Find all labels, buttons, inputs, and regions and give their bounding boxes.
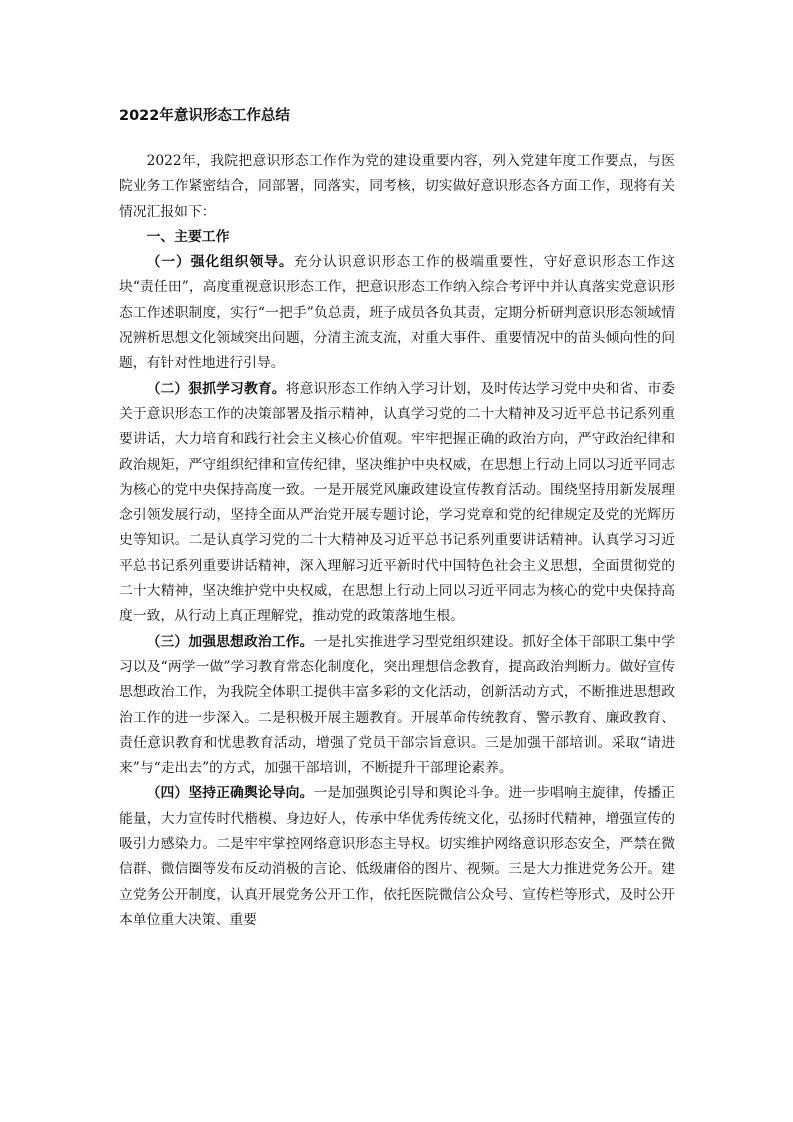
document-body <box>119 149 675 933</box>
paragraph-public-opinion <box>119 781 675 933</box>
paragraph-text: 将意识形态工作纳入学习计划，及时传达学习党中央和省、市委关于意识形态工作的决策部署及指示精神，认真学习党的二十大精神及习近平总书记系列重要讲话，大力培育和践行社会主义核心价值观。牢牢把握正确的政治方向，严守政治纪律和政治规矩，严守组织纪律和宣传纪律，坚决维护中央权威，在思想上行动上同以习近平同志为核心的党中央保持高度一致。一是开展党风廉政建设宣传教育活动。围绕坚持用新发展理念引领发展行动，坚持全面从严治党开展专题讨论，学习党章和党的纪律规定及党的光辉历史等知识。二是认真学习党的二十大精神及习近平总书记系列重要讲话精神。认真学习习近平总书记系列重要讲话精神，深入理解习近平新时代中国特色社会主义思想，全面贯彻党的二十大精神，坚决维护党中央权威，在思想上行动上同以习近平同志为核心的党中央保持高度一致，从行动上真正理解党，推动党的政策落地生根。 <box>119 380 676 625</box>
section-heading-main-work: 一、主要工作 <box>146 228 230 245</box>
paragraph-text: 一是扎实推进学习型党组织建设。抓好全体干部职工集中学习以及“两学一做”学习教育常态化制度化，突出理想信念教育，提高政治判断力。做好宣传思想政治工作，为我院全体职工提供丰富多彩的文化活动，创新活动方式，不断推进思想政治工作的进一步深入。二是积极开展主题教育。开展革命传统教育、警示教育、廉政教育、责任意识教育和忧患教育活动，增强了党员干部宗旨意识。三是加强干部培训。采取“请进来”与“走出去”的方式，加强干部培训，不断提升干部理论素养。 <box>119 633 676 777</box>
paragraph-lead: （四）坚持正确舆论导向。 <box>146 785 314 802</box>
paragraph-organization-leadership <box>119 250 675 376</box>
paragraph-lead: （三）加强思想政治工作。 <box>146 633 314 650</box>
paragraph-lead: （一）强化组织领导。 <box>146 254 294 271</box>
paragraph-text: 充分认识意识形态工作的极端重要性，守好意识形态工作这块“责任田”，高度重视意识形态工作，把意识形态工作纳入综合考评中并认真落实党意识形态工作述职制度，实行“一把手”负总责，班子成员各负其责，定期分析研判意识形态领域情况辨析思想文化领域突出问题，分清主流支流，对重大事件、重要情况中的苗头倾向性的问题，有针对性地进行引导。 <box>119 254 675 372</box>
paragraph-lead: （二）狠抓学习教育。 <box>146 380 286 397</box>
intro-paragraph: 2022年，我院把意识形态工作作为党的建设重要内容，列入党建年度工作要点，与医院业务工作紧密结合，同部署，同落实，同考核，切实做好意识形态各方面工作，现将有关情况汇报如下： <box>119 153 675 220</box>
document-title: 2022年意识形态工作总结 <box>119 108 290 124</box>
paragraph-ideological-work <box>119 630 675 782</box>
paragraph-text: 一是加强舆论引导和舆论斗争。进一步唱响主旋律，传播正能量，大力宣传时代楷模、身边好人，传承中华优秀传统文化，弘扬时代精神，增强宣传的吸引力感染力。二是牢牢掌控网络意识形态主导权。切实维护网络意识形态安全，严禁在微信群、微信圈等发布反动消极的言论、低级庸俗的图片、视频。三是大力推进党务公开。建立党务公开制度，认真开展党务公开工作，依托医院微信公众号、宣传栏等形式，及时公开本单位重大决策、重要 <box>119 785 676 928</box>
paragraph-study-education <box>119 377 675 630</box>
